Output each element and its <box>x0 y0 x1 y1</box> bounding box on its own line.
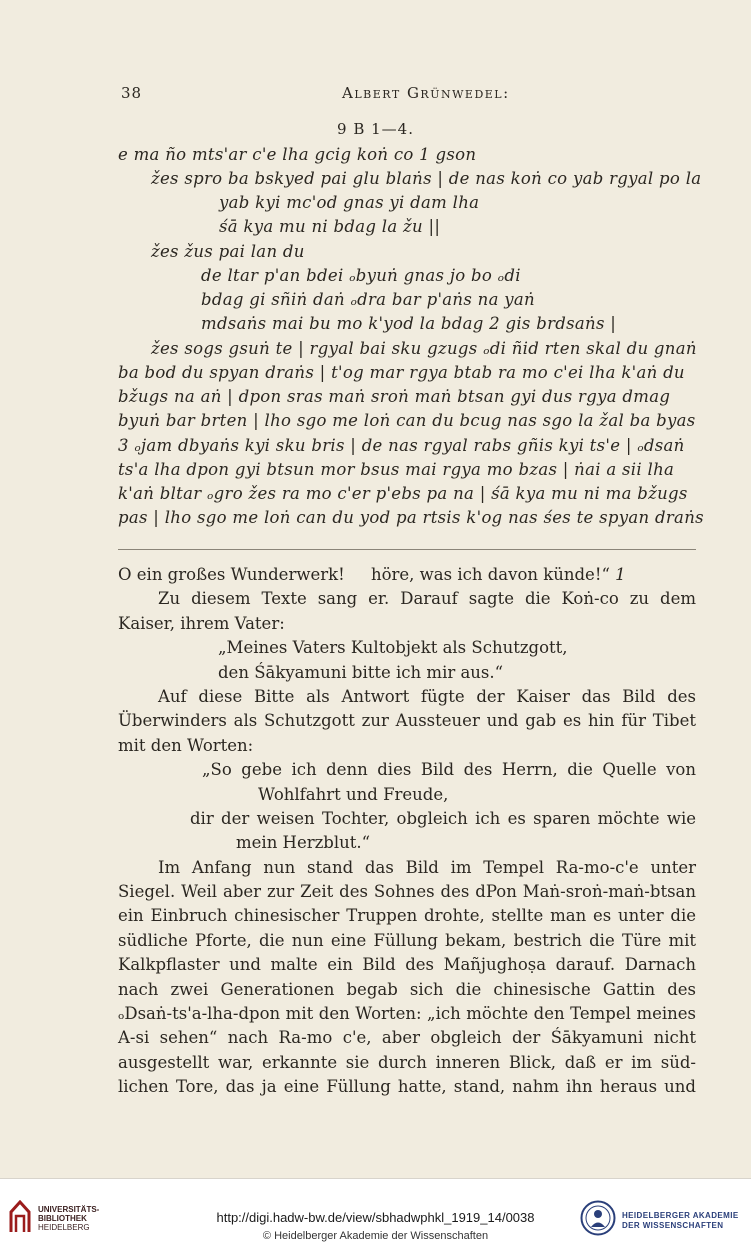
german-line: ein Einbruch chinesischer Truppen drohte, stellte man es unter die <box>118 906 696 926</box>
german-line: Zu diesem Texte sang er. Darauf sagte die Koṅ-co zu dem <box>158 589 696 609</box>
tibetan-line: mdsaṅs mai bu mo k'yod la bdag 2 gis brdsaṅs | <box>201 314 617 333</box>
german-line: Überwinders als Schutzgott zur Aussteuer und gab es hin für Tibet <box>118 711 696 731</box>
tibetan-line: pas | lho sgo me loṅ can du yod pa rtsis k'og nas śes te spyan draṅs <box>118 508 704 527</box>
german-line: südliche Pforte, die nun eine Füllung bekam, bestrich die Türe mit <box>118 930 696 950</box>
german-line: O ein großes Wunderwerk! höre, was ich davon künde!“ 1 <box>118 565 626 584</box>
tibetan-line: žes žus pai lan du <box>151 242 305 261</box>
tibetan-line: e ma ño mts'ar c'e lha gcig koṅ co 1 gson <box>118 145 477 164</box>
university-library-name: UNIVERSITÄTS- BIBLIOTHEK HEIDELBERG <box>38 1205 100 1232</box>
tibetan-line: žes spro ba bskyed pai glu blaṅs | de nas koṅ co yab rgyal po la <box>151 169 702 188</box>
german-line: Siegel. Weil aber zur Zeit des Sohnes des dPon Maṅ-sroṅ-maṅ-btsan <box>118 882 696 902</box>
german-line: nach zwei Generationen begab sich die chinesische Gattin des <box>118 979 696 999</box>
tibetan-line: ts'a lha dpon gyi btsun mor bsus mai rgya mo bzas | ṅai a sii lha <box>118 460 675 479</box>
tibetan-line: 3 ₒjam dbyaṅs kyi sku bris | de nas rgyal rabs gñis kyi ts'e | ₒdsaṅ <box>118 436 685 455</box>
academy-name: HEIDELBERGER AKADEMIE DER WISSENSCHAFTEN <box>622 1211 739 1230</box>
german-line: Kaiser, ihrem Vater: <box>118 613 285 633</box>
german-line: A-si sehen“ nach Ra-mo c'e, aber obgleich der Śākyamuni nicht <box>118 1028 696 1048</box>
german-line: Kalkpflaster und malte ein Bild des Mañjughoṣa darauf. Darnach <box>118 955 696 975</box>
academy-seal-icon <box>580 1200 616 1236</box>
german-translation-block <box>118 563 696 1100</box>
permalink-url[interactable]: http://digi.hadw-bw.de/view/sbhadwphkl_1919_14/0038 <box>216 1210 535 1225</box>
german-line: ausgestellt war, erkannte sie durch inneren Blick, daß er im süd- <box>118 1052 696 1072</box>
page-number: 38 <box>121 84 143 102</box>
running-title: Albert Grünwedel: <box>342 84 510 102</box>
section-siglum: 9 B 1—4. <box>337 120 414 138</box>
german-line: dir der weisen Tochter, obgleich ich es sparen möchte wie <box>190 808 696 828</box>
german-line: „So gebe ich denn dies Bild des Herrn, die Quelle von <box>202 760 696 780</box>
german-line: ₒDsaṅ-ts'a-lha-dpon mit den Worten: „ich möchte den Tempel meines <box>118 1004 696 1024</box>
tibetan-line: ba bod du spyan draṅs | t'og mar rgya btab ra mo c'ei lha k'aṅ du <box>118 363 685 382</box>
german-line: Wohlfahrt und Freude, <box>258 784 449 804</box>
tibetan-line: bdag gi sñiṅ daṅ ₒdra bar p'aṅs na yaṅ <box>201 290 535 309</box>
tibetan-line: žes sogs gsuṅ te | rgyal bai sku gzugs ₒdi ñid rten skal du gnaṅ <box>151 339 697 358</box>
german-line: „Meines Vaters Kultobjekt als Schutzgott, <box>218 638 568 658</box>
tibetan-line: śā kya mu ni bdag la žu || <box>219 217 441 236</box>
copyright-notice: © Heidelberger Akademie der Wissenschaften <box>262 1230 489 1242</box>
footnote-marker: 1 <box>615 565 626 584</box>
tibetan-line: yab kyi mc'od gnas yi dam lha <box>219 193 480 212</box>
german-line: den Śākyamuni bitte ich mir aus.“ <box>218 662 504 682</box>
separator-rule <box>118 549 696 550</box>
running-header <box>115 84 685 106</box>
tibetan-line: de ltar p'an bdei ₒbyuṅ gnas jo bo ₒdi <box>201 266 521 285</box>
german-line: mein Herzblut.“ <box>236 833 371 853</box>
tibetan-line: k'aṅ bltar ₒgro žes ra mo c'er p'ebs pa na | śā kya mu ni ma bžugs <box>118 484 688 503</box>
tibetan-line: bžugs na aṅ | dpon sras maṅ sroṅ maṅ btsan gyi dus rgya dmag <box>118 387 671 406</box>
german-line: Auf diese Bitte als Antwort fügte der Kaiser das Bild des <box>158 686 696 706</box>
german-line: mit den Worten: <box>118 735 254 755</box>
tibetan-line: byuṅ bar brten | lho sgo me loṅ can du bcug nas sgo la žal ba byas <box>118 411 696 430</box>
german-line: Im Anfang nun stand das Bild im Tempel Ra-mo-c'e unter <box>158 857 696 877</box>
german-line: lichen Tore, das ja eine Füllung hatte, stand, nahm ihn heraus und <box>118 1077 696 1097</box>
